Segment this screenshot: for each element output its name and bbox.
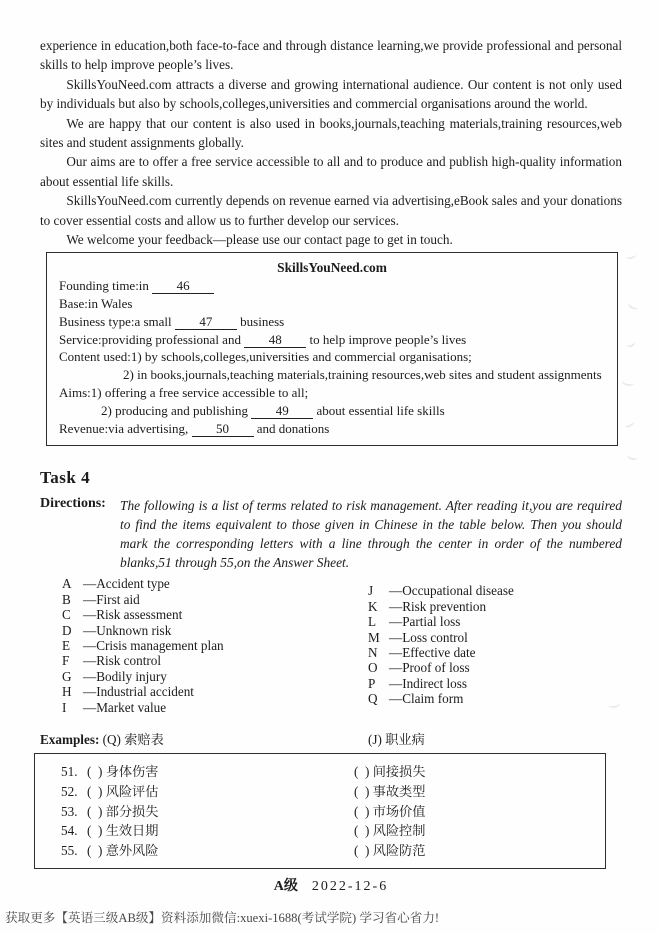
term-item-B: B —First aid <box>62 591 140 607</box>
term-item-E: E —Crisis management plan <box>62 638 224 654</box>
term-letter: C <box>62 607 71 623</box>
infobox-line: Content used:1) by schools,colleges,universities and commercial organisations; <box>59 349 472 365</box>
answer-paren[interactable]: ( ) <box>354 803 370 819</box>
term-letter: E <box>62 638 71 654</box>
term-item-F: F —Risk control <box>62 653 162 669</box>
directions-text: The following is a list of terms related to risk management. After reading it,you are required to find the items equivalent to those given in Chinese in the table below. Then you should mark the corresponding letters with a line through the center in order of the numbered blanks,51 through 55,on the Answer Sheet. <box>120 498 622 571</box>
term-letter: N <box>368 645 378 661</box>
infobox-line: 2) producing and publishing 49 about essential life skills <box>101 402 445 418</box>
examples-row <box>40 729 622 748</box>
match-left-item: 52. ( ) 风险评估 <box>61 782 354 802</box>
match-row <box>61 802 605 822</box>
term-letter: L <box>368 614 377 630</box>
match-row <box>61 762 605 782</box>
fill-blank-49[interactable]: 49 <box>251 403 313 419</box>
term-letter: I <box>62 699 67 715</box>
term-letter: Q <box>368 691 378 707</box>
term-letter: F <box>62 653 70 669</box>
fill-blank-46[interactable]: 46 <box>152 278 214 294</box>
match-left-item: 53. ( ) 部分损失 <box>61 802 354 822</box>
term-item-K: K —Risk prevention <box>368 598 487 614</box>
answer-paren[interactable]: ( ) <box>87 823 103 839</box>
infobox-line: Business type:a small 47 business <box>59 313 285 329</box>
example-right-value: (J) 职业病 <box>368 732 425 748</box>
term-letter: G <box>62 668 72 684</box>
term-item-O: O —Proof of loss <box>368 660 470 676</box>
directions <box>40 496 622 572</box>
match-right-item: ( ) 市场价值 <box>354 803 426 819</box>
fill-blank-47[interactable]: 47 <box>175 314 237 330</box>
term-item-Q: Q —Claim form <box>368 691 464 707</box>
term-item-L: L —Partial loss <box>368 614 461 630</box>
term-item-M: M —Loss control <box>368 629 468 645</box>
term-item-P: P —Indirect loss <box>368 675 468 691</box>
item-number: 53. <box>61 803 78 819</box>
answer-paren[interactable]: ( ) <box>354 764 370 780</box>
match-left-item: 54. ( ) 生效日期 <box>61 821 354 841</box>
term-letter: M <box>368 629 380 645</box>
match-right-item: ( ) 事故类型 <box>354 783 426 799</box>
footer-date: 2022-12-6 <box>311 879 389 895</box>
answer-paren[interactable]: ( ) <box>87 764 103 780</box>
answer-paren[interactable]: ( ) <box>87 843 103 859</box>
match-right-item: ( ) 风险控制 <box>354 823 426 839</box>
match-row <box>61 841 605 861</box>
infobox-line: Aims:1) offering a free service accessible to all; <box>59 385 309 401</box>
page-footer <box>40 875 622 895</box>
paragraph: SkillsYouNeed.com currently depends on revenue earned via advertising,eBook sales and your donations to cover essential costs and allow us to further develop our services. <box>40 193 622 228</box>
term-letter: O <box>368 660 378 676</box>
fill-blank-48[interactable]: 48 <box>244 332 306 348</box>
item-number: 55. <box>61 843 78 859</box>
term-letter: A <box>62 576 72 592</box>
match-row <box>61 782 605 802</box>
paragraph: We are happy that our content is also used in books,journals,teaching materials,training resources,web sites and student assignments globally. <box>40 115 622 151</box>
paragraph: experience in education,both face-to-face and through distance learning,we provide professional and personal skills to help improve people’s lives. <box>40 38 622 73</box>
term-letter: K <box>368 598 378 614</box>
answer-paren[interactable]: ( ) <box>87 803 103 819</box>
infobox-line: Service:providing professional and 48 to help improve people’s lives <box>59 331 467 347</box>
example-left-item <box>40 729 368 748</box>
match-row <box>61 821 605 841</box>
term-letter: P <box>368 675 376 691</box>
match-left-item: 55. ( ) 意外风险 <box>61 841 354 861</box>
item-number: 52. <box>61 783 78 799</box>
term-letter: D <box>62 622 72 638</box>
term-item-H: H —Industrial accident <box>62 684 194 700</box>
example-left-value: (Q) 索赔表 <box>102 732 164 748</box>
terms-column-left <box>62 576 368 715</box>
term-letter: B <box>62 591 71 607</box>
answer-paren[interactable]: ( ) <box>354 783 370 799</box>
matching-box <box>34 753 606 869</box>
match-left-item: 51. ( ) 身体伤害 <box>61 762 354 782</box>
infobox-line: Founding time:in 46 <box>59 277 605 295</box>
infobox-line: Base:in Wales <box>59 296 133 312</box>
item-number: 54. <box>61 823 78 839</box>
term-letter: J <box>368 583 374 599</box>
answer-paren[interactable]: ( ) <box>87 783 103 799</box>
term-item-D: D —Unknown risk <box>62 622 172 638</box>
match-right-item: ( ) 风险防范 <box>354 843 426 859</box>
infobox-line: Revenue:via advertising, 50 and donations <box>59 420 330 436</box>
term-item-C: C —Risk assessment <box>62 607 183 623</box>
answer-paren[interactable]: ( ) <box>354 823 370 839</box>
infobox-title: SkillsYouNeed.com <box>277 260 387 276</box>
infobox-line: 2) in books,journals,teaching materials,training resources,web sites and student assignments <box>123 367 602 383</box>
answer-paren[interactable]: ( ) <box>354 843 370 859</box>
paragraph: We welcome your feedback—please use our contact page to get in touch. <box>66 232 453 248</box>
term-item-N: N —Effective date <box>368 645 476 661</box>
term-item-I: I —Market value <box>62 699 167 715</box>
promo-line: 获取更多【英语三级AB级】资料添加微信:xuexi-1688(考试学院) 学习省心省力! <box>5 911 440 925</box>
term-item-G: G —Bodily injury <box>62 668 167 684</box>
summary-infobox <box>46 252 618 446</box>
terms-column-right <box>368 576 622 715</box>
infobox-lines <box>59 277 605 437</box>
terms-list <box>40 576 622 715</box>
term-item-A: A —Accident type <box>62 576 170 592</box>
task4-heading: Task 4 <box>40 468 91 488</box>
term-item-J: J —Occupational disease <box>368 583 514 599</box>
fill-blank-50[interactable]: 50 <box>192 421 254 437</box>
item-number: 51. <box>61 764 78 780</box>
term-letter: H <box>62 684 72 700</box>
paragraph: Our aims are to offer a free service accessible to all and to produce and publish high-quality information about essential life skills. <box>40 154 622 189</box>
directions-label: Directions: <box>40 496 106 512</box>
article-paragraphs <box>40 36 622 249</box>
match-right-item: ( ) 间接损失 <box>354 764 426 780</box>
paragraph: SkillsYouNeed.com attracts a diverse and growing international audience. Our content is not only used by individuals but also by schools,colleges,universities and commercial organisations around the world. <box>40 76 622 112</box>
footer-level-label: A级 <box>273 879 298 895</box>
examples-label: Examples: <box>40 732 100 748</box>
